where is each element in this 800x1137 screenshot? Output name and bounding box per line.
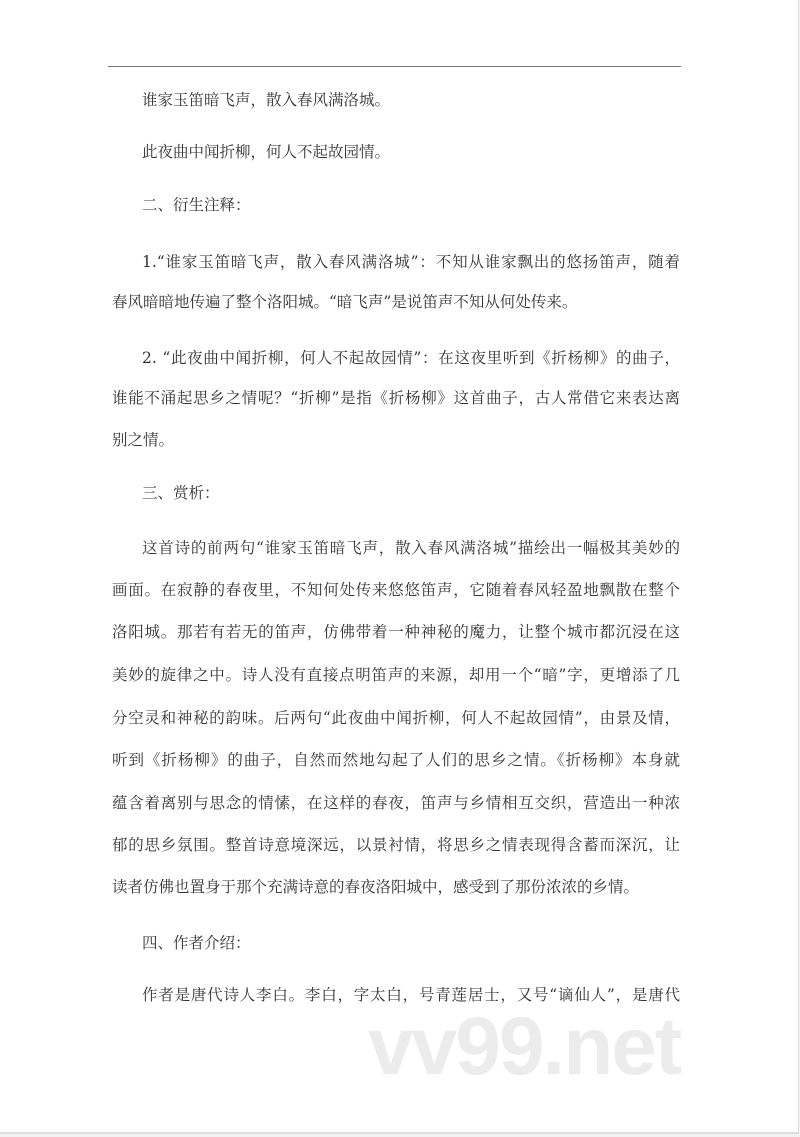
- appreciation-line: 蕴含着离别与思念的情愫，在这样的春夜，笛声与乡情相互交织，营造出一种浓: [112, 794, 680, 812]
- appreciation-line: 洛阳城。那若有若无的笛声，仿佛带着一种神秘的魔力，让整个城市都沉浸在这: [112, 623, 680, 641]
- appreciation-line: 画面。在寂静的春夜里，不知何处传来悠悠笛声，它随着春风轻盈地飘散在整个: [112, 581, 680, 599]
- note-1-line: 春风暗暗地传遍了整个洛阳城。“暗飞声”是说笛声不知从何处传来。: [112, 293, 578, 311]
- section-heading-notes: 二、衍生注释：: [142, 196, 251, 214]
- author-line: 作者是唐代诗人李白。李白，字太白，号青莲居士，又号“谪仙人”，是唐代: [142, 986, 680, 1004]
- appreciation-line: 美妙的旋律之中。诗人没有直接点明笛声的来源，却用一个“暗”字，更增添了几: [112, 666, 680, 684]
- section-heading-author: 四、作者介绍：: [142, 934, 251, 952]
- appreciation-line: 分空灵和神秘的韵味。后两句“此夜曲中闻折柳，何人不起故园情”，由景及情，: [112, 709, 680, 727]
- header-rule: [108, 66, 681, 67]
- appreciation-line: 读者仿佛也置身于那个充满诗意的春夜洛阳城中，感受到了那份浓浓的乡情。: [112, 878, 640, 896]
- watermark: vv99.net: [368, 1001, 681, 1092]
- appreciation-line: 听到《折杨柳》的曲子，自然而然地勾起了人们的思乡之情。《折杨柳》本身就: [112, 751, 680, 769]
- poem-line-1: 谁家玉笛暗飞声，散入春风满洛城。: [142, 91, 391, 109]
- appreciation-line: 这首诗的前两句“谁家玉笛暗飞声，散入春风满洛城”描绘出一幅极其美妙的: [142, 539, 680, 557]
- note-2-line: 别之情。: [112, 431, 175, 449]
- note-2-line: 2. “此夜曲中闻折柳，何人不起故园情”：在这夜里听到《折杨柳》的曲子，: [142, 349, 680, 367]
- appreciation-line: 郁的思乡氛围。整首诗意境深远，以景衬情，将思乡之情表现得含蓄而深沉，让: [112, 836, 680, 854]
- poem-line-2: 此夜曲中闻折柳，何人不起故园情。: [142, 143, 391, 161]
- note-2-line: 谁能不涌起思乡之情呢？“折柳”是指《折杨柳》这首曲子，古人常借它来表达离: [112, 389, 680, 407]
- section-heading-appreciation: 三、赏析：: [142, 484, 220, 502]
- note-1-line: 1.“谁家玉笛暗飞声，散入春风满洛城”：不知从谁家飘出的悠扬笛声，随着: [142, 253, 680, 271]
